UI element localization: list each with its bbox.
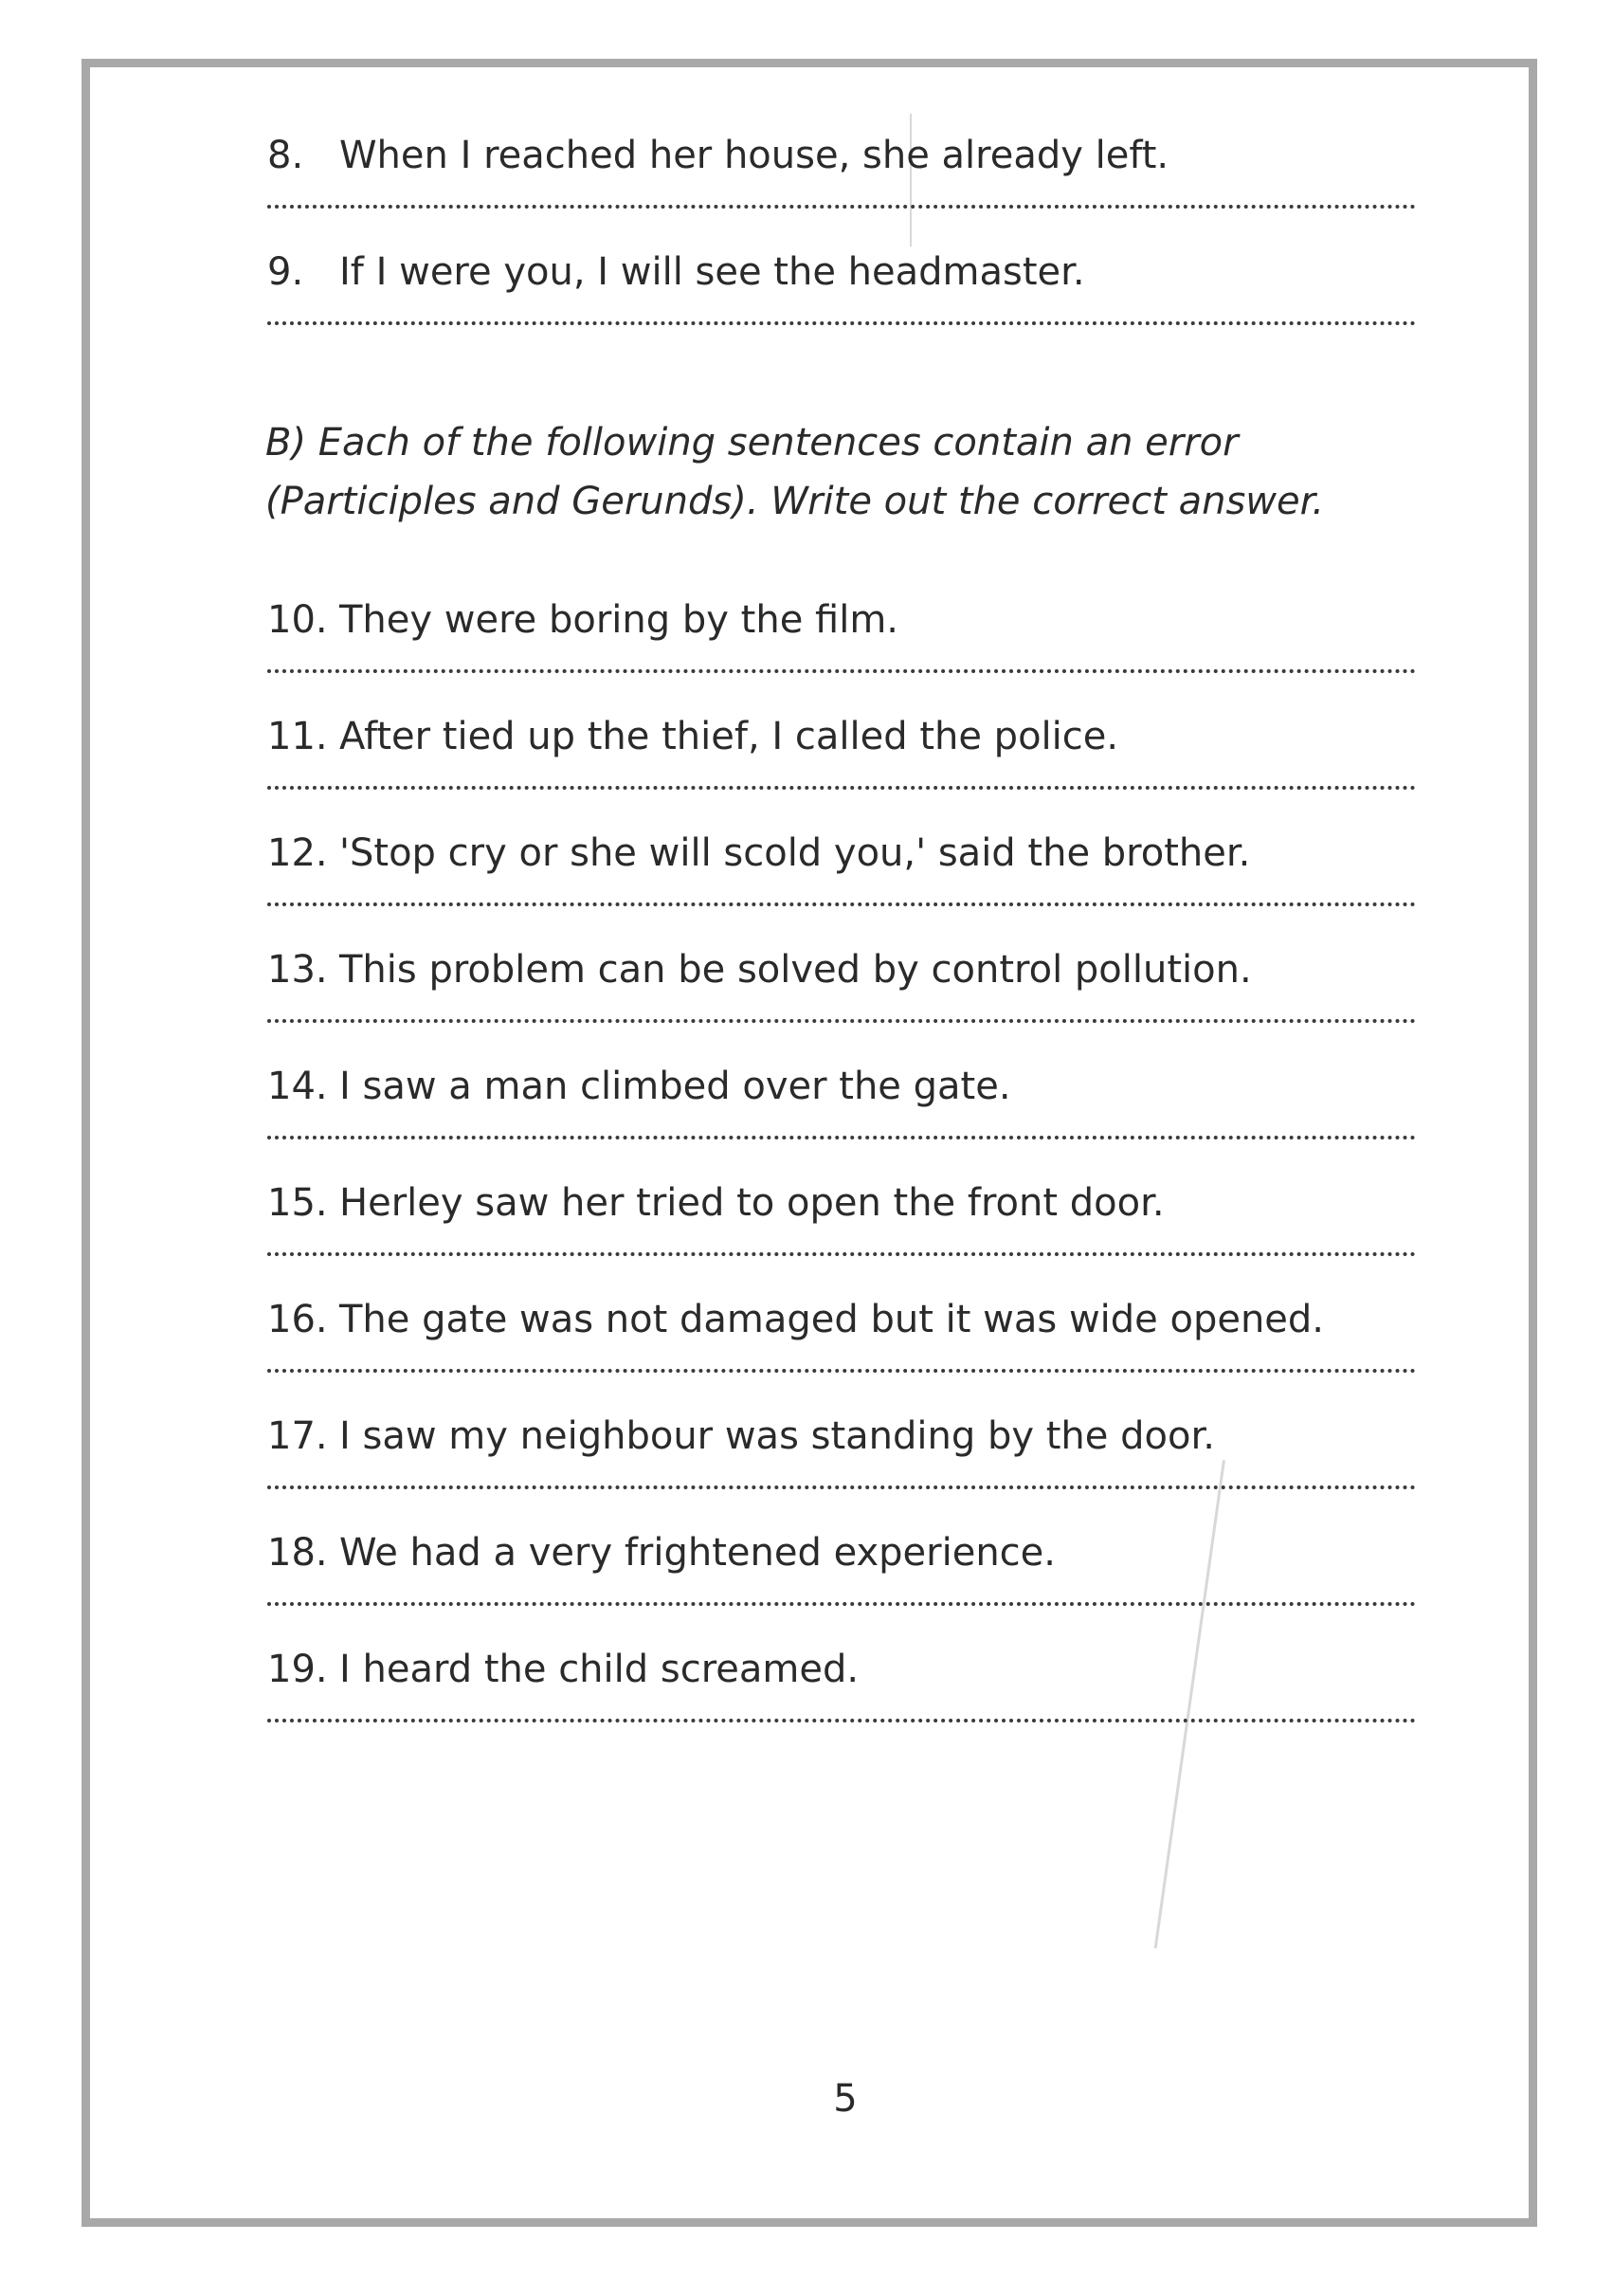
answer-line[interactable]: [267, 1252, 1416, 1256]
question-text: [267, 1526, 1056, 1579]
question-number: 13.: [267, 948, 328, 992]
question-number: 17.: [267, 1414, 328, 1458]
question-text: [267, 1410, 1215, 1463]
question-text: [267, 1176, 1165, 1230]
question-sentence: After tied up the thief, I called the police.: [339, 715, 1119, 758]
question-number: 14.: [267, 1065, 328, 1108]
question-text: [267, 1293, 1324, 1346]
question-sentence: I saw a man climbed over the gate.: [339, 1065, 1011, 1108]
question-number: 9.: [267, 250, 304, 294]
instruction-line-1: B) Each of the following sentences contain an error: [265, 421, 1239, 465]
question-text: [267, 593, 898, 647]
answer-line[interactable]: [267, 205, 1416, 209]
answer-line[interactable]: [267, 1602, 1416, 1606]
question-sentence: I heard the child screamed.: [339, 1648, 860, 1691]
answer-line[interactable]: [267, 1485, 1416, 1489]
answer-line[interactable]: [267, 1019, 1416, 1023]
question-sentence: The gate was not damaged but it was wide opened.: [339, 1298, 1325, 1341]
question-text: [267, 1643, 859, 1696]
question-sentence: 'Stop cry or she will scold you,' said the brother.: [339, 831, 1251, 875]
question-sentence: We had a very frightened experience.: [339, 1531, 1056, 1575]
question-text: [267, 827, 1250, 880]
question-number: 11.: [267, 715, 328, 758]
section-b-instruction: [265, 413, 1441, 531]
question-number: 10.: [267, 598, 328, 642]
question-sentence: This problem can be solved by control pollution.: [339, 948, 1252, 992]
question-text: [267, 246, 1085, 299]
question-sentence: They were boring by the film.: [339, 598, 898, 642]
question-sentence: When I reached her house, she already left.: [339, 134, 1169, 177]
answer-line[interactable]: [267, 1136, 1416, 1139]
question-text: [267, 710, 1118, 763]
answer-line[interactable]: [267, 669, 1416, 673]
page-number: 5: [833, 2077, 858, 2121]
answer-line[interactable]: [267, 1369, 1416, 1373]
answer-line[interactable]: [267, 321, 1416, 325]
question-number: 18.: [267, 1531, 328, 1575]
question-text: [267, 129, 1169, 182]
question-number: 16.: [267, 1298, 328, 1341]
question-number: 8.: [267, 134, 304, 177]
question-sentence: Herley saw her tried to open the front door.: [339, 1181, 1165, 1225]
instruction-line-2: (Participles and Gerunds). Write out the correct answer.: [265, 480, 1325, 523]
question-number: 12.: [267, 831, 328, 875]
answer-line[interactable]: [267, 1719, 1416, 1722]
question-sentence: If I were you, I will see the headmaster.: [339, 250, 1085, 294]
question-number: 15.: [267, 1181, 328, 1225]
answer-line[interactable]: [267, 902, 1416, 906]
question-sentence: I saw my neighbour was standing by the door.: [339, 1414, 1215, 1458]
question-text: [267, 1060, 1011, 1113]
answer-line[interactable]: [267, 786, 1416, 790]
question-text: [267, 943, 1252, 996]
question-number: 19.: [267, 1648, 328, 1691]
